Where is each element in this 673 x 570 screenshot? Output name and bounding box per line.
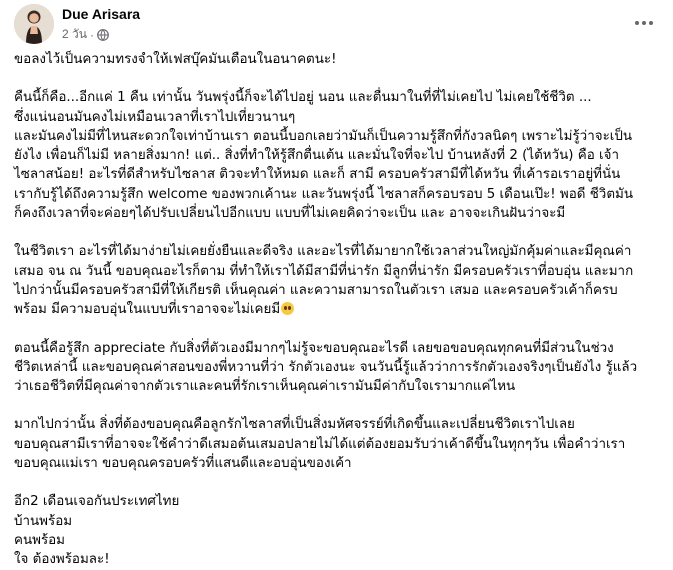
post-line: เรากับรู้ได้ถึงความรู้สึก welcome ของพวกเค้านะ และวันพรุ่งนี้ ไซลาสก็ครอบรอบ 5 เดือนเป๊ะ! พอดี ชีวิตมัน	[14, 186, 633, 202]
post-line: ไซลาสน้อย! อะไรที่ดีสำหรับไซลาส ติวจะทำให้หมด และก็ สามี ครอบครัวสามีที่ได้หวัน ที่เค้ารอเราอยู่ที่นั่น	[14, 167, 621, 183]
author-avatar[interactable]	[14, 4, 54, 44]
post-line: ในชีวิตเรา อะไรที่ได้มาง่ายไม่เคยยั่งยืนและดีจริง และอะไรที่ได้มายากใช้เวลาส่วนใหญ่มักคุ้มค่าและมีคุณค่า	[14, 244, 632, 260]
pleading-face-emoji	[281, 302, 294, 315]
meta-separator: ·	[89, 27, 94, 42]
post-line: เสมอ จน ณ วันนี้ ขอบคุณอะไรก็ตาม ที่ทำให้เราได้มีสามีที่น่ารัก มีลูกที่น่ารัก มีครอบครัวเราที่อบอุ่น และมาก	[14, 263, 634, 279]
post-line: ซึ่งแน่นอนมันคงไม่เหมือนเวลาที่เราไปเที่ยวนานๆ	[14, 109, 296, 125]
post-line: บ้านพร้อม	[14, 513, 73, 529]
post-line: และมันคงไม่มีที่ไหนสะดวกใจเท่าบ้านเรา ตอนนี้บอกเลยว่ามันก็เป็นความรู้สึกที่กังวลนิดๆ เพราะไม่รู้ว่าจะเป็น	[14, 128, 632, 144]
post-line: ขอบคุณสามีเราที่อาจจะใช้คำว่าดีเสมอต้นเสมอปลายไม่ได้แต่ต้องยอมรับว่าเค้าดีขึ้นในทุกๆวัน เพื่อคำว่าเรา	[14, 436, 626, 452]
post-line: ว่าเธอชีวิตที่มีคุณค่าจากตัวเราและคนที่รักเราเห็นคุณค่าเรามันมีค่ากับใจเรามากแค่ไหน	[14, 379, 516, 395]
paragraph-gap	[14, 396, 662, 415]
post-text	[14, 50, 662, 570]
post-line: คืนนี้ก็คือ...อีกแค่ 1 คืน เท่านั้น วันพรุ่งนี้ก็จะได้ไปอยู่ นอน และตื่นมาในที่ที่ไม่เคยไป ไม่เคยใช้ชีวิต ...	[14, 90, 592, 106]
paragraph-gap	[14, 473, 662, 492]
post-line: ก็คงถึงเวลาที่จะค่อยๆได้ปรับเปลี่ยนไปอีกแบบ แบบที่ไม่เคยคิดว่าจะเป็น และ อาจจะเกินฝันว่าจะมี	[14, 206, 566, 222]
post-meta	[62, 25, 109, 44]
post-line: ขอลงไว้เป็นความทรงจำให้เฟสบุ๊คมันเตือนในอนาคตนะ!	[14, 52, 337, 67]
post-time[interactable]: 2 วัน	[62, 27, 87, 41]
post-line: ตอนนี้คือรู้สึก appreciate กับสิ่งที่ตัวเองมีมากๆไม่รู้จะขอบคุณอะไรดี เลยขอขอบคุณทุกคนที่มีส่วนในช่วง	[14, 340, 614, 356]
post-line: พร้อม มีความอบอุ่นในแบบที่เราอาจจะไม่เคยมี	[14, 302, 281, 318]
paragraph-gap	[14, 223, 662, 242]
post-line: คนพร้อม	[14, 532, 65, 548]
post-line: อีก2 เดือนเจอกันประเทศไทย	[14, 494, 180, 510]
globe-icon[interactable]	[97, 29, 109, 41]
more-options-icon[interactable]	[629, 8, 659, 38]
post-line: มากไปกว่านั้น สิ่งที่ต้องขอบคุณคือลูกรักไซลาสที่เป็นสิ่งมหัศจรรย์ที่เกิดขึ้นและเปลี่ยนชีวิตเราไปเลย	[14, 417, 575, 433]
post-line: ยังไง เพื่อนก็ไม่มี หลายสิ่งมาก! แต่.. สิ่งที่ทำให้รู้สึกตื่นเต้น และมั่นใจที่จะไป บ้านหลังที่ 2 (ไต้หวัน) คือ เจ้า	[14, 148, 619, 164]
post-line: ชีวิตเหล่านี้ และขอบคุณค่าสอนของพี่หวานที่ว่า รักตัวเองนะ จนวันนี้รู้แล้วว่าการรักตัวเองจริงๆเป็นยังไง รู้แล้ว	[14, 359, 638, 375]
post-line: ขอบคุณแม่เรา ขอบคุณครอบครัวที่แสนดีและอบอุ่นของเค้า	[14, 456, 352, 472]
paragraph-gap	[14, 320, 662, 339]
post-line-with-emoji	[14, 300, 662, 319]
author-name[interactable]: Due Arisara	[62, 6, 141, 22]
post-line: ใจ ต้องพร้อมละ!	[14, 552, 110, 568]
paragraph-gap	[14, 69, 662, 88]
post-header	[14, 4, 659, 44]
avatar-image	[14, 4, 54, 44]
post-line: ไปกว่านั้นมีครอบครัวสามีที่ให้เกียรติ เห็นคุณค่า และความสามารถในตัวเรา เสมอ และครอบครัวเค้าก็ครบ	[14, 282, 618, 298]
